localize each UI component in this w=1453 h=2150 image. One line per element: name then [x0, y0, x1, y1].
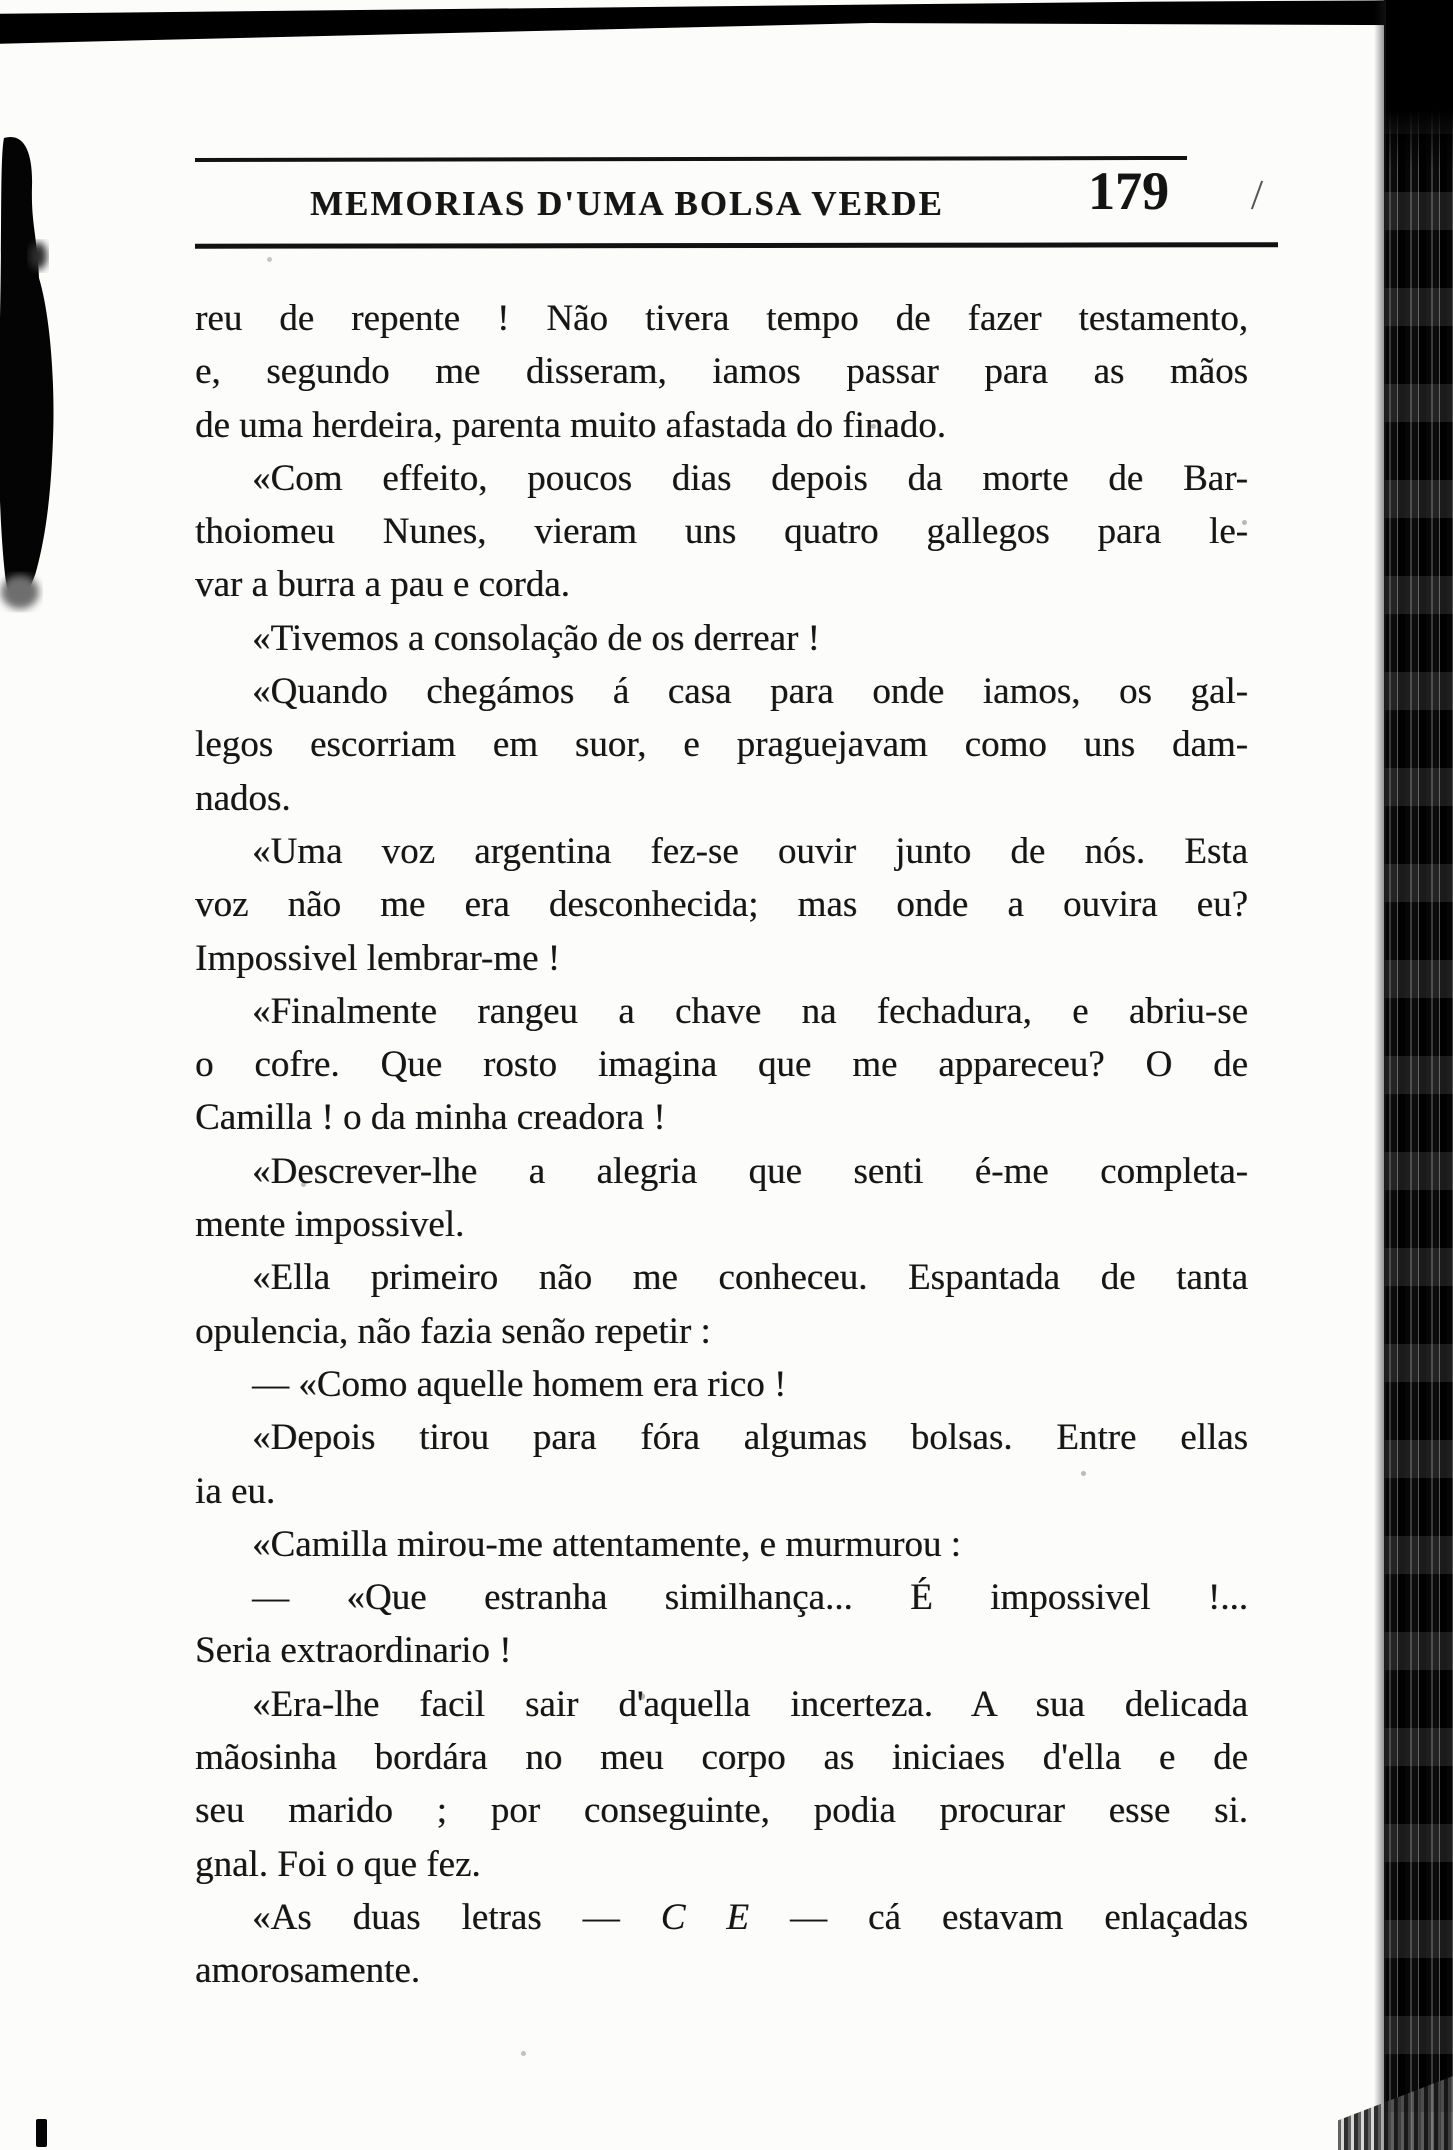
right-edge-artifact [1384, 0, 1453, 2150]
text-line: var a burra a pau e corda. [195, 564, 570, 606]
header-title: MEMORIAS D'UMA BOLSA VERDE [310, 184, 944, 223]
text-segment: «As duas letras — [252, 1896, 661, 1938]
text-line: legos escorriam em suor, e praguejavam como uns dam- [195, 724, 1248, 766]
left-edge-ink-blob [0, 136, 66, 618]
text-line [195, 1891, 1248, 1944]
text-line: — «Como aquelle homem era rico ! [252, 1363, 787, 1405]
text-line: ia eu. [195, 1470, 276, 1512]
text-line: «Camilla mirou-me attentamente, e murmurou : [252, 1523, 961, 1565]
text-line: seu marido ; por conseguinte, podia procurar esse si. [195, 1790, 1248, 1832]
text-line: «Ella primeiro não me conheceu. Espantada de tanta [252, 1257, 1248, 1299]
text-line: o cofre. Que rosto imagina que me appareceu? O de [195, 1044, 1248, 1086]
page-body-text [195, 292, 1248, 1998]
page-number: 179 [1088, 161, 1169, 221]
stray-mark [1251, 181, 1263, 210]
text-line: opulencia, não fazia senão repetir : [195, 1310, 711, 1352]
text-line: gnal. Foi o que fez. [195, 1843, 481, 1885]
text-line: Impossivel lembrar-me ! [195, 937, 561, 979]
text-line: «Uma voz argentina fez-se ouvir junto de nós. Esta [252, 830, 1248, 872]
text-line: «Tivemos a consolação de os derrear ! [252, 617, 820, 659]
text-line: amorosamente. [195, 1950, 420, 1992]
text-line: «Quando chegámos á casa para onde iamos, os gal- [252, 671, 1248, 713]
header-rule-top [195, 156, 1187, 162]
text-line: voz não me era desconhecida; mas onde a ouvira eu? [195, 884, 1248, 926]
text-line: de uma herdeira, parenta muito afastada do finado. [195, 404, 946, 446]
text-line: «Finalmente rangeu a chave na fechadura, e abriu-se [252, 990, 1248, 1032]
italic-initials: C E [660, 1896, 749, 1938]
text-line: «Descrever-lhe a alegria que senti é-me completa- [252, 1150, 1248, 1192]
top-edge-artifact [0, 0, 1453, 46]
text-line: reu de repente ! Não tivera tempo de fazer testamento, [195, 298, 1248, 339]
text-line: «Depois tirou para fóra algumas bolsas. Entre ellas [252, 1417, 1248, 1459]
text-line: mãosinha bordára no meu corpo as iniciaes d'ella e de [195, 1737, 1248, 1779]
text-line: «Era-lhe facil sair d'aquella incerteza. A sua delicada [252, 1683, 1248, 1725]
text-line: nados. [195, 777, 291, 819]
text-line: — «Que estranha similhança... É impossivel !... [252, 1577, 1248, 1619]
text-line: Camilla ! o da minha creadora ! [195, 1097, 666, 1139]
text-line: mente impossivel. [195, 1204, 465, 1246]
text-line: «Com effeito, poucos dias depois da morte de Bar- [252, 457, 1248, 499]
text-line: thoiomeu Nunes, vieram uns quatro gallegos para le- [195, 511, 1248, 553]
text-line: Seria extraordinario ! [195, 1630, 512, 1672]
text-segment: — cá estavam enlaçadas [749, 1896, 1248, 1938]
header-rule-bottom [195, 242, 1278, 249]
bottom-left-mark [36, 2119, 47, 2147]
paper-specks [0, 0, 3, 3]
text-line: e, segundo me disseram, iamos passar para as mãos [195, 351, 1248, 393]
